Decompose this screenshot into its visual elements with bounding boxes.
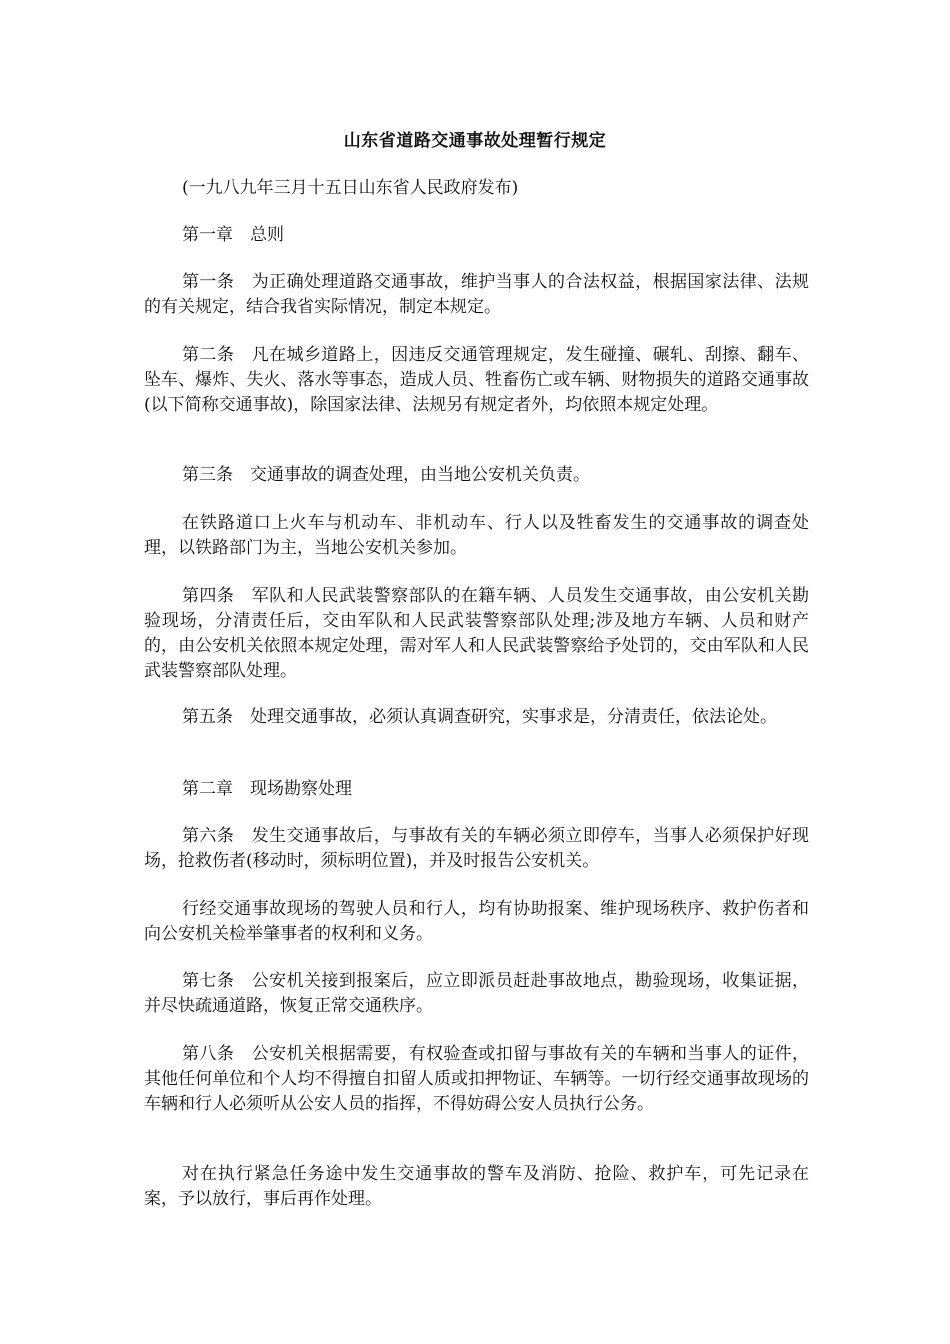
article-2: 第二条 凡在城乡道路上，因违反交通管理规定，发生碰撞、碾轧、刮擦、翻车、坠车、爆炸、失火、落水等事态，造成人员、牲畜伤亡或车辆、财物损失的道路交通事故(以下简称交通事故)，除国家法律、法规另有规定者外，均依照本规定处理。 bbox=[144, 345, 809, 415]
article-8-paragraph-2: 对在执行紧急任务途中发生交通事故的警车及消防、抢险、救护车，可先记录在案，予以放行，事后再作处理。 bbox=[144, 1164, 809, 1209]
chapter-heading-1: 第一章 总则 bbox=[182, 225, 284, 245]
article-4: 第四条 军队和人民武装警察部队的在籍车辆、人员发生交通事故，由公安机关勘验现场，分清责任后，交由军队和人民武装警察部队处理;涉及地方车辆、人员和财产的，由公安机关依照本规定处理，需对军人和人民武装警察给予处罚的，交由军队和人民武装警察部队处理。 bbox=[144, 586, 809, 681]
article-3-paragraph-2: 在铁路道口上火车与机动车、非机动车、行人以及牲畜发生的交通事故的调查处理，以铁路部门为主，当地公安机关参加。 bbox=[144, 513, 809, 558]
article-6-paragraph-2: 行经交通事故现场的驾驶人员和行人，均有协助报案、维护现场秩序、救护伤者和向公安机关检举肇事者的权利和义务。 bbox=[144, 899, 809, 944]
article-8: 第八条 公安机关根据需要，有权验查或扣留与事故有关的车辆和当事人的证件，其他任何单位和个人均不得擅自扣留人质或扣押物证、车辆等。一切行经交通事故现场的车辆和行人必须听从公安人员的指挥，不得妨碍公安人员执行公务。 bbox=[144, 1044, 809, 1114]
article-5: 第五条 处理交通事故，必须认真调查研究，实事求是，分清责任，依法论处。 bbox=[182, 707, 777, 727]
article-1: 第一条 为正确处理道路交通事故，维护当事人的合法权益，根据国家法律、法规的有关规定，结合我省实际情况，制定本规定。 bbox=[144, 272, 809, 317]
article-6: 第六条 发生交通事故后，与事故有关的车辆必须立即停车，当事人必须保护好现场，抢救伤者(移动时，须标明位置)，并及时报告公安机关。 bbox=[144, 826, 809, 871]
document-title: 山东省道路交通事故处理暂行规定 bbox=[343, 131, 607, 151]
issuance-note: (一九八九年三月十五日山东省人民政府发布) bbox=[182, 178, 519, 198]
article-3: 第三条 交通事故的调查处理，由当地公安机关负责。 bbox=[182, 465, 590, 485]
article-7: 第七条 公安机关接到报案后，应立即派员赶赴事故地点，勘验现场，收集证据，并尽快疏通道路，恢复正常交通秩序。 bbox=[144, 971, 809, 1016]
chapter-heading-2: 第二章 现场勘察处理 bbox=[182, 779, 352, 799]
